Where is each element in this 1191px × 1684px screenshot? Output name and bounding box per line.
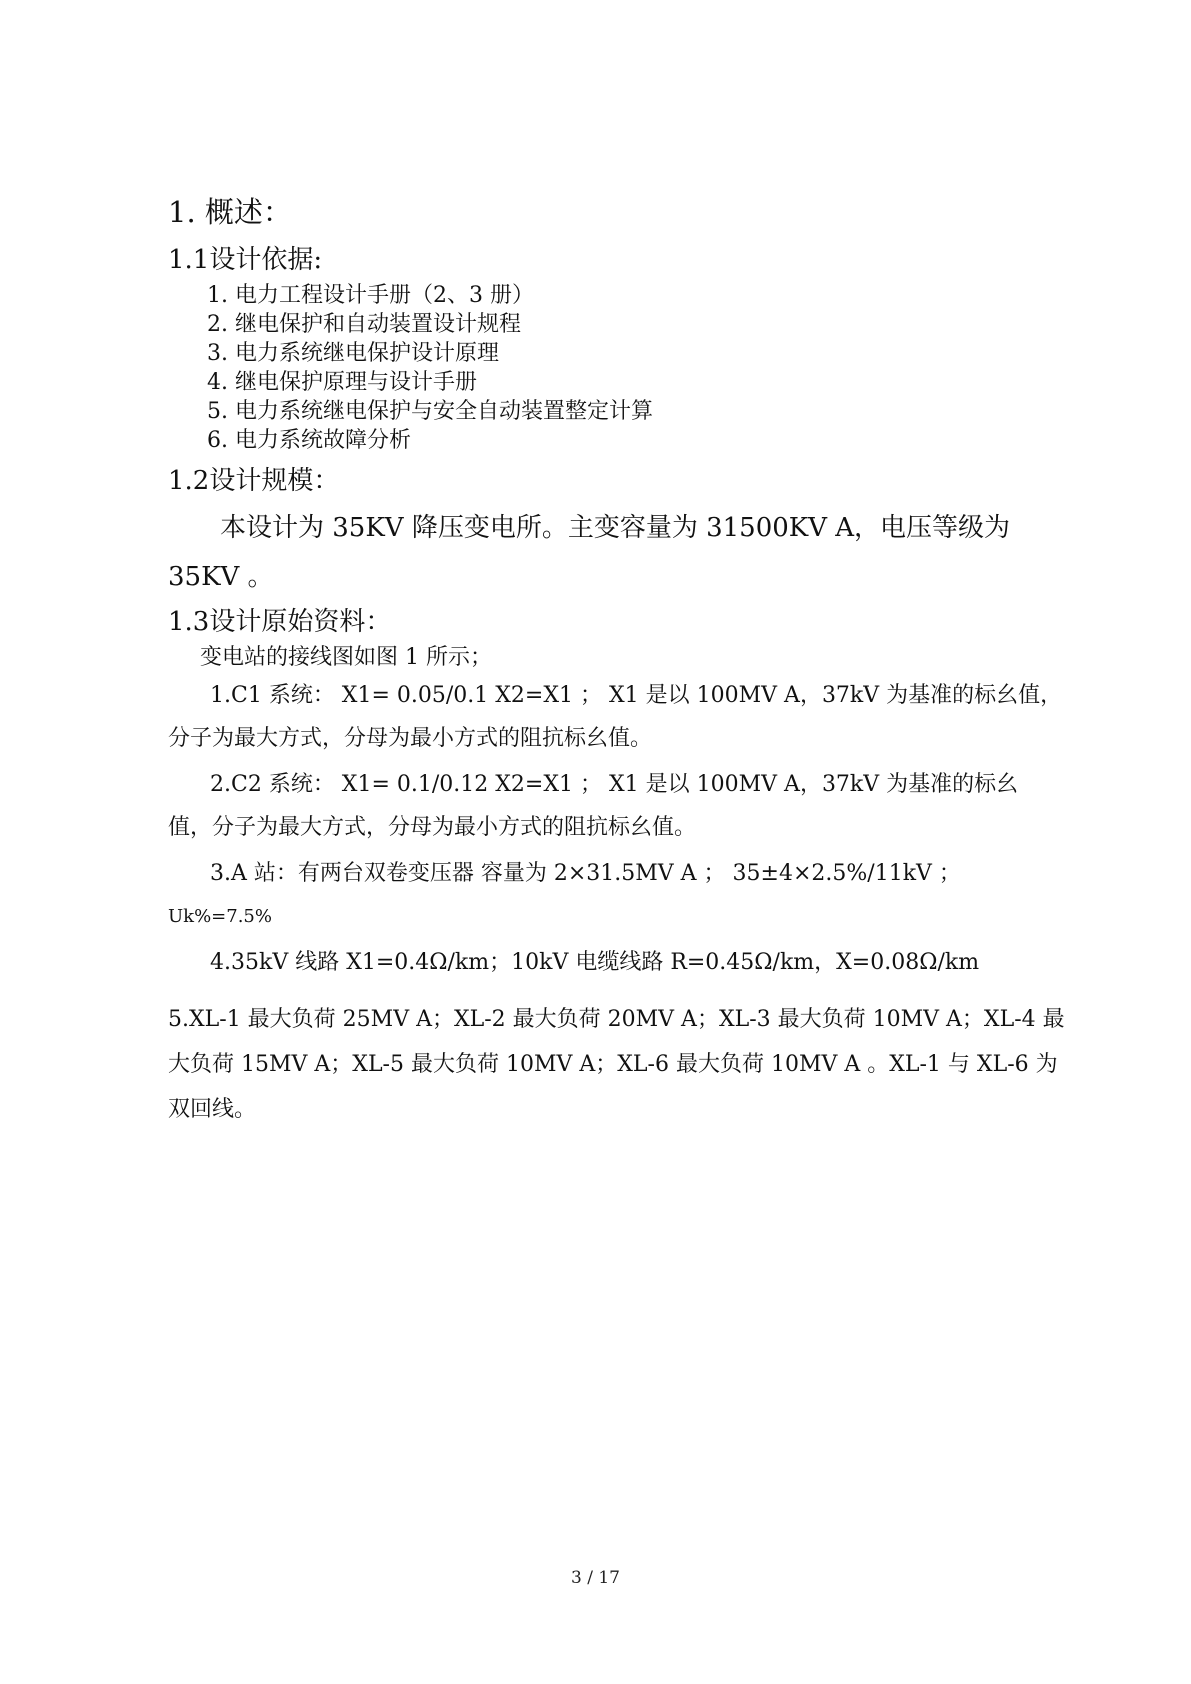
section-1-heading: 1. 概述： <box>168 195 292 229</box>
reference-item-4: 4. 继电保护原理与设计手册 <box>207 370 477 395</box>
design-scale-paragraph-line-1: 本设计为 35KV 降压变电所。主变容量为 31500KV A，电压等级为 <box>220 513 1011 543</box>
reference-item-1: 1. 电力工程设计手册（2、3 册） <box>207 283 534 308</box>
section-1-3-heading: 1.3设计原始资料： <box>168 607 392 637</box>
c2-system-line-1: 2.C2 系统： X1= 0.1/0.12 X2=X1 ； X1 是以 100MV A，37kV 为基准的标幺 <box>210 772 1019 797</box>
reference-item-5: 5. 电力系统继电保护与安全自动装置整定计算 <box>207 399 653 424</box>
a-station-line-1: 3.A 站：有两台双卷变压器 容量为 2×31.5MV A ； 35±4×2.5%/11kV ； <box>210 861 961 886</box>
max-load-line-2: 大负荷 15MV A；XL-5 最大负荷 10MV A；XL-6 最大负荷 10MV A 。XL-1 与 XL-6 为 <box>168 1052 1058 1077</box>
max-load-line-3: 双回线。 <box>168 1097 257 1122</box>
c1-system-line-1: 1.C1 系统： X1= 0.05/0.1 X2=X1 ； X1 是以 100MV A，37kV 为基准的标幺值， <box>210 683 1063 708</box>
max-load-line-1: 5.XL-1 最大负荷 25MV A；XL-2 最大负荷 20MV A；XL-3 最大负荷 10MV A；XL-4 最 <box>168 1007 1065 1032</box>
a-station-line-2: Uk%=7.5% <box>168 906 272 927</box>
design-scale-paragraph-line-2: 35KV 。 <box>168 562 274 592</box>
section-1-1-heading: 1.1设计依据: <box>168 245 323 275</box>
reference-item-2: 2. 继电保护和自动装置设计规程 <box>207 312 521 337</box>
reference-item-6: 6. 电力系统故障分析 <box>207 428 411 453</box>
page-number: 3 / 17 <box>571 1568 620 1588</box>
c1-system-line-2: 分子为最大方式，分母为最小方式的阻抗标幺值。 <box>168 726 653 751</box>
line-parameters-text: 4.35kV 线路 X1=0.4Ω/km；10kV 电缆线路 R=0.45Ω/km，X=0.08Ω/km <box>210 950 980 975</box>
diagram-intro-text: 变电站的接线图如图 1 所示； <box>200 645 492 670</box>
c2-system-line-2: 值，分子为最大方式，分母为最小方式的阻抗标幺值。 <box>168 815 697 840</box>
section-1-2-heading: 1.2设计规模： <box>168 466 340 496</box>
reference-item-3: 3. 电力系统继电保护设计原理 <box>207 341 499 366</box>
